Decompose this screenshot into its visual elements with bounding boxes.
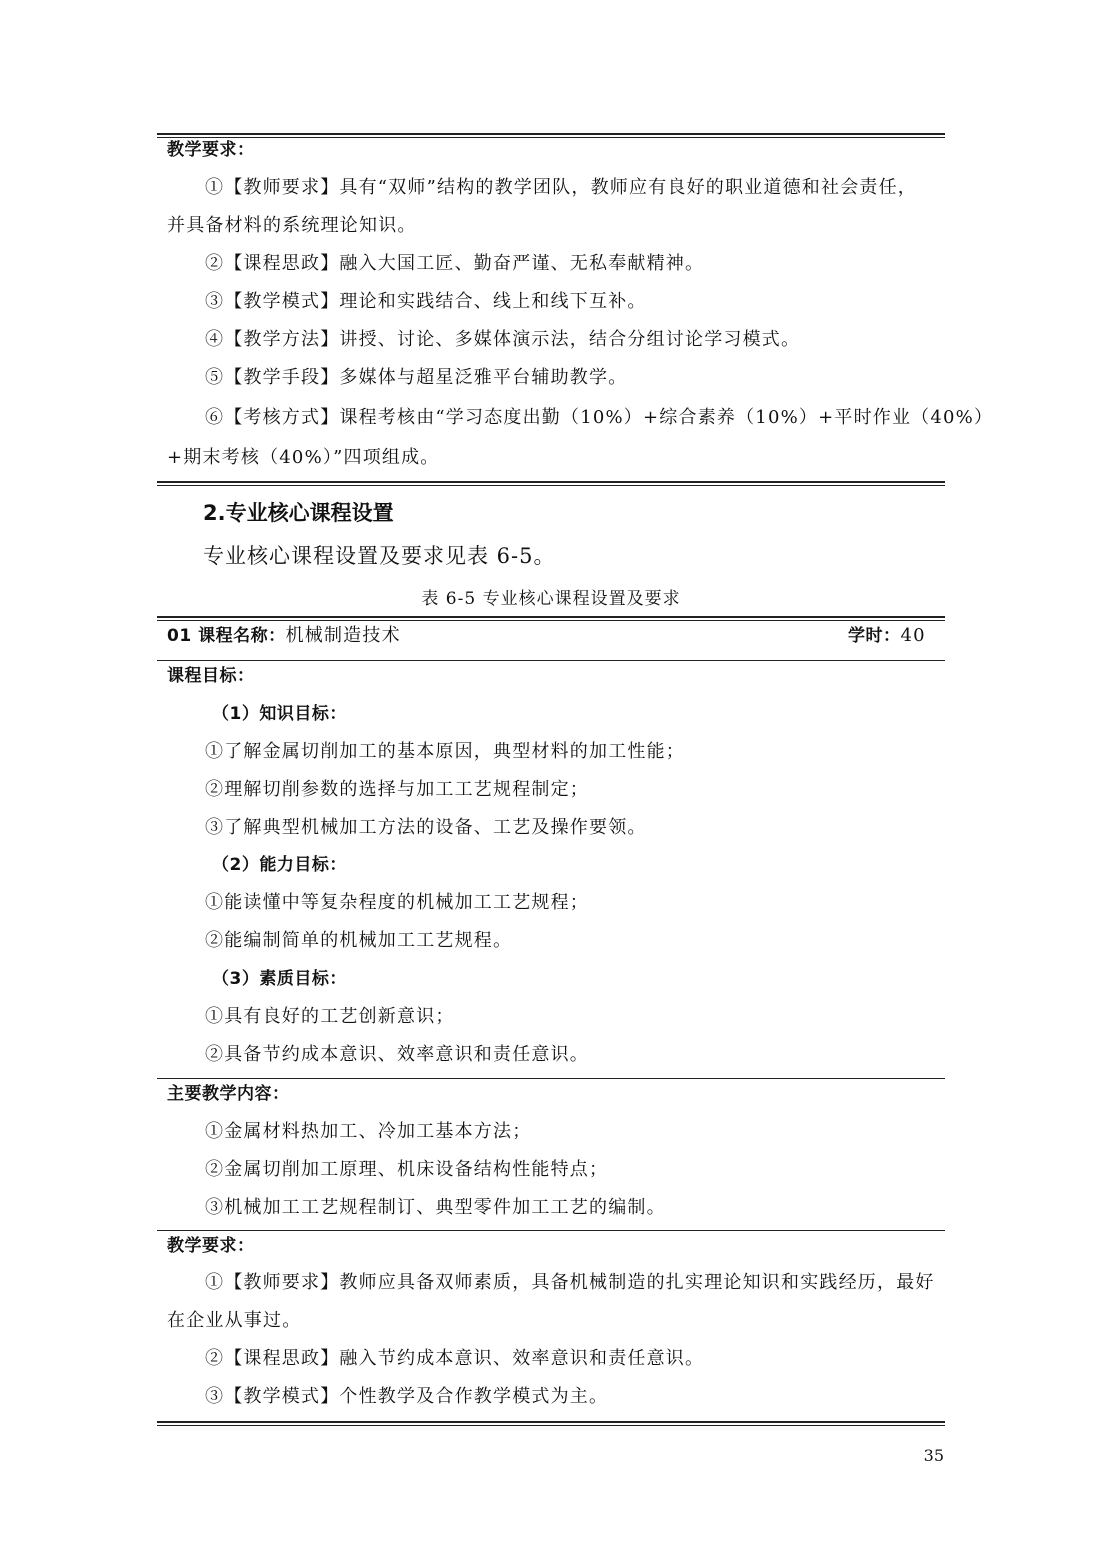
req-line-6: ⑤【教学手段】多媒体与超星泛雅平台辅助教学。 (205, 367, 628, 388)
course-req-line-1: ①【教师要求】教师应具备双师素质，具备机械制造的扎实理论知识和实践经历，最好 (205, 1272, 935, 1293)
req-line-8: +期末考核（40%）”四项组成。 (167, 447, 440, 468)
course-name-value: 机械制造技术 (285, 625, 401, 646)
bottom-double-rule (157, 1421, 945, 1426)
quality-goal-1: ①具有良好的工艺创新意识； (205, 1006, 455, 1027)
page-number: 35 (923, 1446, 944, 1465)
ability-goal-2: ②能编制简单的机械加工工艺规程。 (205, 930, 513, 951)
main-content-title: 主要教学内容： (167, 1084, 290, 1104)
course-requirements-title: 教学要求： (167, 1236, 255, 1256)
section-double-rule (157, 481, 945, 486)
course-hours (848, 624, 926, 648)
hours-value: 40 (900, 625, 926, 646)
row-divider (157, 1230, 945, 1231)
course-name-row (167, 624, 401, 648)
req-line-5: ④【教学方法】讲授、讨论、多媒体演示法，结合分组讨论学习模式。 (205, 329, 801, 350)
content-item-3: ③机械加工工艺规程制订、典型零件加工工艺的编制。 (205, 1197, 666, 1218)
content-item-1: ①金属材料热加工、冷加工基本方法； (205, 1121, 532, 1142)
req-line-1: ①【教师要求】具有“双师”结构的教学团队，教师应有良好的职业道德和社会责任， (205, 177, 918, 198)
req-line-7: ⑥【考核方式】课程考核由“学习态度出勤（10%）+综合素养（10%）+平时作业（40%） (205, 407, 994, 428)
quality-goal-2: ②具备节约成本意识、效率意识和责任意识。 (205, 1044, 589, 1065)
course-name-label: 01 课程名称： (167, 626, 286, 646)
hours-label: 学时： (848, 626, 901, 646)
section-intro: 专业核心课程设置及要求见表 6-5。 (203, 544, 556, 568)
section-heading: 2.专业核心课程设置 (203, 501, 394, 525)
course-req-line-4: ③【教学模式】个性教学及合作教学模式为主。 (205, 1386, 609, 1407)
knowledge-goals-title: （1）知识目标： (212, 704, 347, 724)
req-line-3: ②【课程思政】融入大国工匠、勤奋严谨、无私奉献精神。 (205, 253, 705, 274)
course-req-line-3: ②【课程思政】融入节约成本意识、效率意识和责任意识。 (205, 1348, 705, 1369)
row-divider (157, 1078, 945, 1079)
course-req-line-2: 在企业从事过。 (167, 1310, 302, 1331)
teaching-requirements-title: 教学要求： (167, 140, 255, 160)
knowledge-goal-3: ③了解典型机械加工方法的设备、工艺及操作要领。 (205, 817, 647, 838)
top-double-rule (157, 133, 945, 138)
knowledge-goal-1: ①了解金属切削加工的基本原因，典型材料的加工性能； (205, 741, 685, 762)
knowledge-goal-2: ②理解切削参数的选择与加工工艺规程制定； (205, 779, 589, 800)
table-caption: 表 6-5 专业核心课程设置及要求 (421, 589, 681, 609)
req-line-4: ③【教学模式】理论和实践结合、线上和线下互补。 (205, 291, 647, 312)
ability-goals-title: （2）能力目标： (212, 855, 347, 875)
quality-goals-title: （3）素质目标： (212, 969, 347, 989)
course-goals-title: 课程目标： (167, 666, 255, 686)
req-line-2: 并具备材料的系统理论知识。 (167, 215, 417, 236)
content-item-2: ②金属切削加工原理、机床设备结构性能特点； (205, 1159, 609, 1180)
ability-goal-1: ①能读懂中等复杂程度的机械加工工艺规程； (205, 892, 589, 913)
table-top-rule (157, 616, 945, 621)
row-divider (157, 660, 945, 661)
